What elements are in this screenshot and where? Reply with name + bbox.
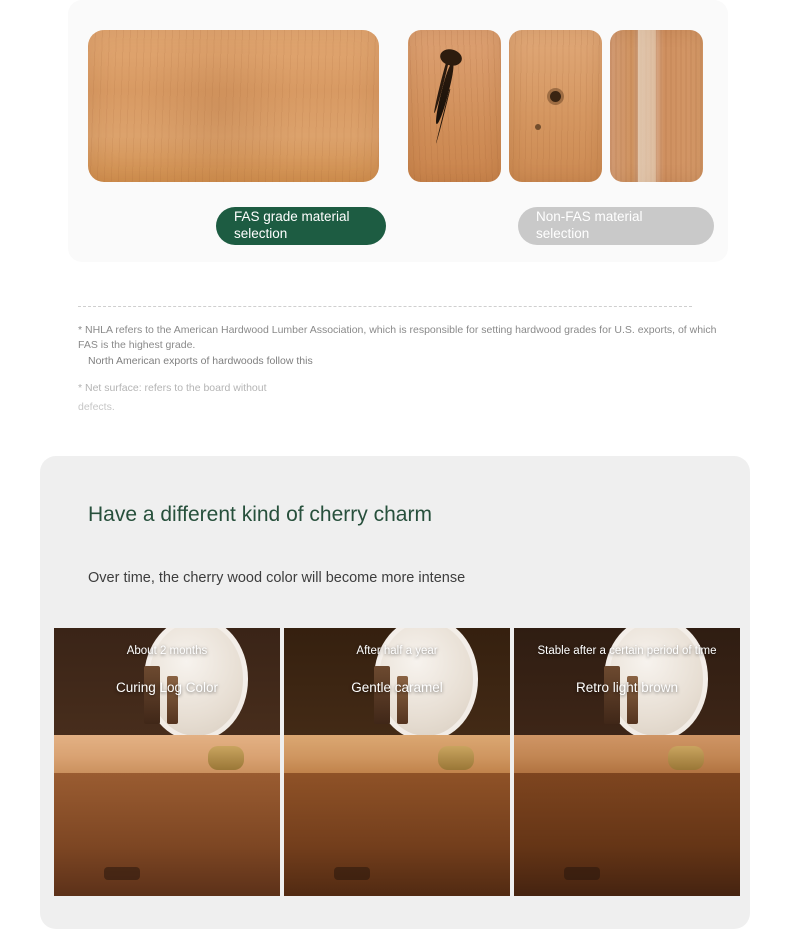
desk-scene-3 [514, 628, 740, 896]
fas-board-sample [88, 30, 379, 182]
charm-heading: Have a different kind of cherry charm [88, 503, 432, 526]
photo-2-main-caption: Gentle caramel [351, 680, 443, 695]
nonfas-board-sample-knot [509, 30, 602, 182]
aging-photo-row [54, 628, 740, 896]
drawer-knob-icon [668, 746, 704, 770]
footnote-exports: North American exports of hardwoods follow this [88, 355, 313, 367]
board-sample-row [88, 30, 703, 182]
photo-2-top-caption: After half a year [356, 645, 438, 657]
desk-front-panel [514, 773, 740, 896]
grade-comparison-card [68, 0, 728, 262]
footnote-defects: defects. [78, 401, 115, 413]
desk-scene-2 [284, 628, 510, 896]
aging-photo-1 [54, 628, 280, 896]
aging-photo-2 [284, 628, 510, 896]
knot-defect-icon [550, 91, 561, 102]
nonfas-board-group [408, 30, 703, 182]
nonfas-board-sample-crack [408, 30, 501, 182]
photo-1-top-caption: About 2 months [126, 645, 208, 657]
footnote-net-surface: * Net surface: refers to the board without [78, 382, 267, 394]
desk-tabletop [54, 735, 280, 775]
desk-front-panel [284, 773, 510, 896]
nonfas-board-sample-sapwood [610, 30, 703, 182]
dashed-divider [78, 306, 692, 307]
nonfas-grade-label-pill: Non-FAS material selection [518, 207, 714, 245]
footnote-nhla: * NHLA refers to the American Hardwood Lumber Association, which is responsible for setting hardwood grades for U.S. exports, of which FAS is the highest grade. [78, 324, 717, 352]
drawer-handle-icon [334, 867, 370, 880]
photo-3-main-caption: Retro light brown [575, 680, 679, 695]
photo-1-main-caption: Curing Log Color [115, 680, 219, 695]
photo-3-top-caption: Stable after a certain period of time [537, 645, 717, 657]
desk-tabletop [514, 735, 740, 775]
drawer-knob-icon [438, 746, 474, 770]
cherry-charm-panel [40, 456, 750, 929]
desk-scene-1 [54, 628, 280, 896]
sapwood-stripe [638, 30, 657, 182]
drawer-handle-icon [104, 867, 140, 880]
desk-front-panel [54, 773, 280, 896]
charm-subheading: Over time, the cherry wood color will become more intense [88, 570, 466, 586]
desk-tabletop [284, 735, 510, 775]
crack-defect-icon [434, 64, 456, 126]
aging-photo-3 [514, 628, 740, 896]
grade-card-inner [68, 0, 728, 262]
small-knot-defect-icon [535, 124, 541, 130]
fas-grade-label-pill: FAS grade material selection [216, 207, 386, 245]
drawer-knob-icon [208, 746, 244, 770]
drawer-handle-icon [564, 867, 600, 880]
